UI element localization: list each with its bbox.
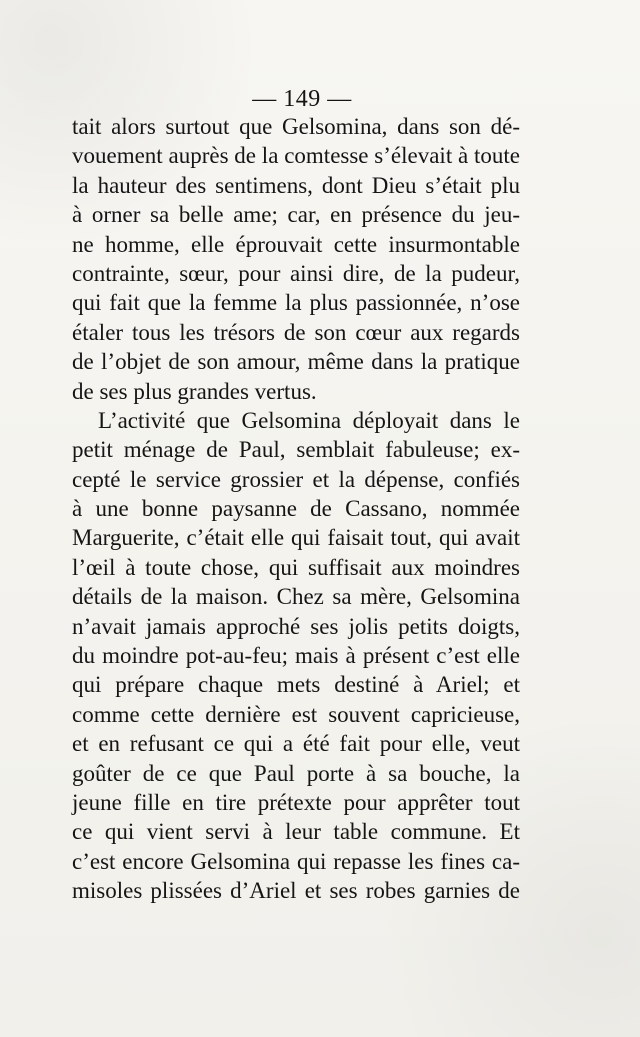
text-line: à une bonne paysanne de Cassano, nommée — [72, 496, 520, 522]
text-line: à orner sa belle ame; car, en présence du jeu- — [72, 202, 520, 228]
text-line: jeune fille en tire prétexte pour apprêter tout — [72, 789, 520, 815]
text-line: de ses plus grandes vertus. — [72, 378, 317, 404]
text-line: étaler tous les trésors de son cœur aux regards — [72, 319, 520, 345]
text-line: misoles plissées d’Ariel et ses robes garnies de — [72, 878, 520, 904]
body-text — [72, 112, 520, 906]
text-line: détails de la maison. Chez sa mère, Gelsomina — [72, 584, 520, 610]
text-line: goûter de ce que Paul porte à sa bouche, la — [72, 760, 520, 786]
text-line: ne homme, elle éprouvait cette insurmontable — [72, 231, 520, 257]
text-line: ce qui vient servi à leur table commune. Et — [72, 819, 520, 845]
text-line: Marguerite, c’était elle qui faisait tout, qui avait — [72, 525, 520, 551]
text-line: L’activité que Gelsomina déployait dans le — [98, 407, 520, 433]
text-line: la hauteur des sentimens, dont Dieu s’était plu — [72, 172, 520, 198]
text-line: n’avait jamais approché ses jolis petits doigts, — [72, 613, 520, 639]
text-line: cepté le service grossier et la dépense, confiés — [72, 466, 520, 492]
text-line: vouement auprès de la comtesse s’élevait à toute — [72, 143, 520, 169]
text-line: petit ménage de Paul, semblait fabuleuse; ex- — [72, 437, 520, 463]
text-line: tait alors surtout que Gelsomina, dans son dé- — [72, 114, 520, 139]
text-line: qui prépare chaque mets destiné à Ariel; et — [72, 672, 520, 698]
text-line: l’œil à toute chose, qui suffisait aux moindres — [72, 554, 520, 580]
text-line: contrainte, sœur, pour ainsi dire, de la pudeur, — [72, 260, 520, 286]
text-line: qui fait que la femme la plus passionnée, n’ose — [72, 290, 520, 316]
text-line: comme cette dernière est souvent capricieuse, — [72, 701, 520, 727]
text-line: et en refusant ce qui a été fait pour elle, veut — [72, 731, 520, 757]
page-number: — 149 — — [252, 86, 352, 112]
text-line: du moindre pot-au-feu; mais à présent c’est elle — [72, 643, 520, 669]
text-line: de l’objet de son amour, même dans la pratique — [72, 349, 520, 375]
text-line: c’est encore Gelsomina qui repasse les fines ca- — [72, 848, 520, 874]
